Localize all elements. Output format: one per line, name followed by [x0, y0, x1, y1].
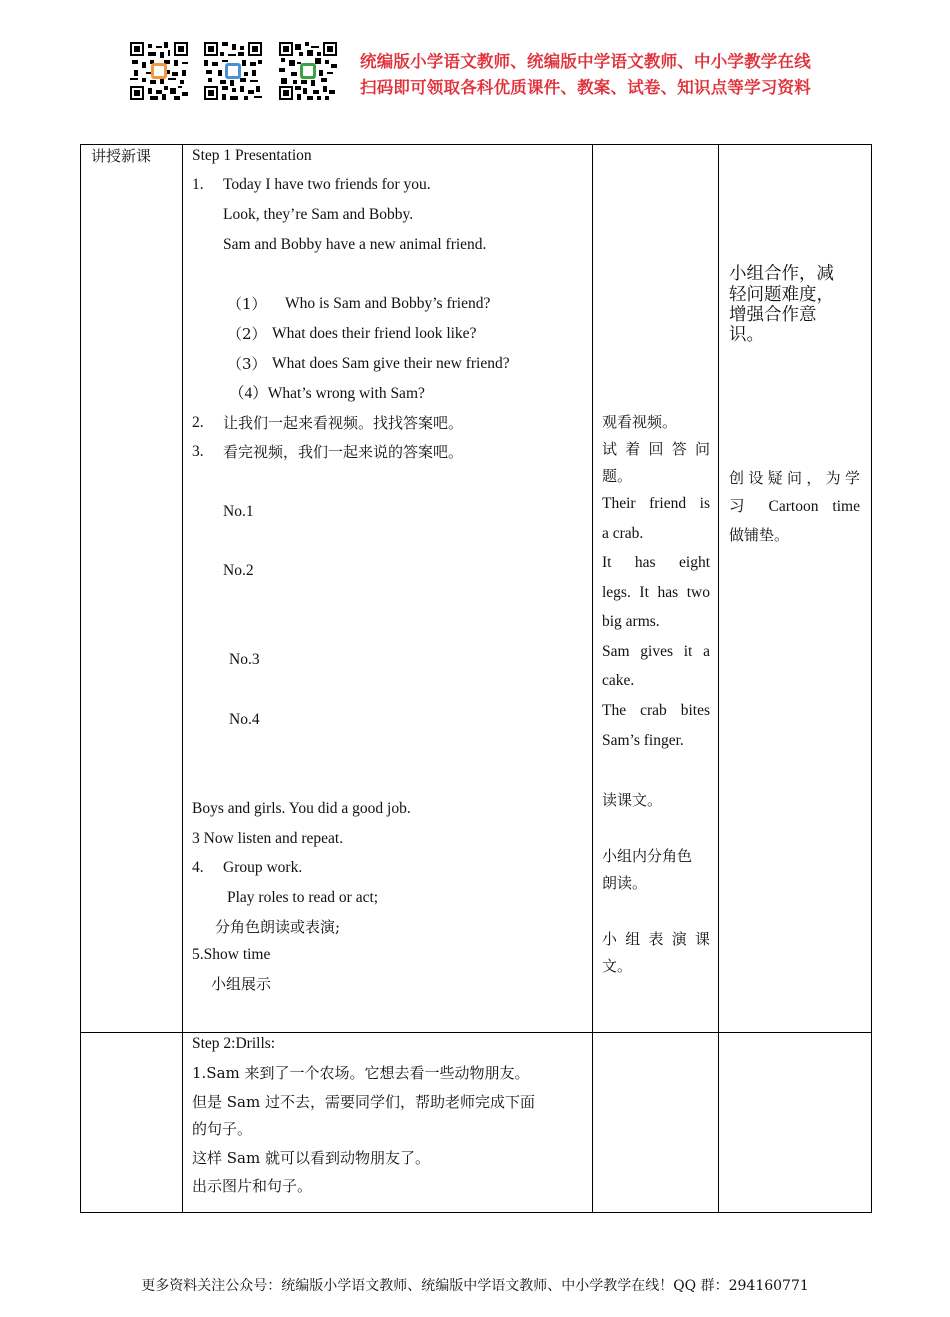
page-footer: 更多资料关注公众号：统编版小学语文教师、统编版中学语文教师、中小学教学在线！QQ 群：294160771 — [141, 1278, 809, 1294]
answer-label: No.1 — [223, 503, 254, 520]
student-line: a crab. — [602, 525, 644, 542]
student-line: 文。 — [602, 957, 633, 975]
answer-label: No.2 — [223, 562, 254, 579]
question-text: （4）What’s wrong with Sam? — [229, 385, 425, 402]
student-activity-cell — [593, 1033, 719, 1213]
student-line: 朗读。 — [602, 874, 648, 892]
content-line: 1.Sam 来到了一个农场。它想去看一些动物朋友。 — [192, 1064, 530, 1082]
purpose-line: 增强合作意 — [729, 305, 817, 325]
student-line: 小组内分角色 — [602, 847, 693, 865]
qr-code-icon — [279, 42, 337, 100]
student-line: Their friend is — [602, 495, 710, 512]
purpose-line: 轻问题难度， — [729, 285, 834, 305]
table-row — [81, 1033, 872, 1213]
question-number: （1） — [227, 295, 267, 313]
content-line: Group work. — [223, 859, 303, 876]
content-line: Play roles to read or act; — [227, 889, 379, 906]
student-line: big arms. — [602, 613, 660, 630]
answer-label: No.4 — [229, 711, 260, 728]
design-purpose-cell — [719, 1033, 872, 1213]
purpose-line: 小组合作，减 — [729, 264, 834, 284]
content-line: Look, they’re Sam and Bobby. — [223, 206, 414, 223]
table-row — [81, 145, 872, 1033]
question-number: （2） — [227, 325, 267, 343]
student-line: 读课文。 — [602, 791, 663, 809]
teaching-content-cell — [183, 1033, 593, 1213]
purpose-line: 习 Cartoon time — [729, 498, 860, 515]
list-number: 2. — [192, 414, 204, 431]
student-line: cake. — [602, 672, 635, 689]
qr-code-icon-3[interactable] — [279, 42, 337, 100]
content-line: 但是 Sam 过不去，需要同学们，帮助老师完成下面 — [192, 1093, 535, 1111]
content-line: 这样 Sam 就可以看到动物朋友了。 — [192, 1149, 430, 1167]
content-line: 小组展示 — [211, 975, 272, 993]
qr-code-icon-1[interactable] — [130, 42, 188, 100]
stage-label-cell — [81, 145, 183, 1033]
content-line: Sam and Bobby have a new animal friend. — [223, 236, 487, 253]
content-line: 3 Now listen and repeat. — [192, 830, 344, 847]
teaching-content-cell — [183, 145, 593, 1033]
content-line: Today I have two friends for you. — [223, 176, 431, 193]
student-line: 小组表演课 — [602, 930, 710, 948]
student-line: 观看视频。 — [602, 413, 678, 431]
list-number: 3. — [192, 443, 204, 460]
question-text: What does their friend look like? — [272, 325, 477, 342]
question-text: What does Sam give their new friend? — [272, 355, 510, 372]
student-line: It has eight — [602, 554, 710, 571]
student-line: Sam gives it a — [602, 643, 710, 660]
lesson-plan-table — [80, 144, 872, 1213]
answer-label: No.3 — [229, 651, 260, 668]
stage-label-cell — [81, 1033, 183, 1213]
promo-line-2: 扫码即可领取各科优质课件、教案、试卷、知识点等学习资料 — [360, 78, 811, 97]
qr-code-icon — [204, 42, 262, 100]
qr-code-icon-2[interactable] — [204, 42, 262, 100]
content-line: 的句子。 — [192, 1120, 253, 1138]
content-line: 出示图片和句子。 — [192, 1177, 313, 1195]
content-line: 看完视频，我们一起来说的答案吧。 — [223, 443, 464, 461]
content-line: Boys and girls. You did a good job. — [192, 800, 411, 817]
content-line: 让我们一起来看视频。找找答案吧。 — [223, 414, 464, 432]
content-line: 5.Show time — [192, 946, 271, 963]
content-line: 分角色朗读或表演; — [215, 918, 341, 936]
promo-line-1: 统编版小学语文教师、统编版中学语文教师、中小学教学在线 — [360, 52, 811, 71]
list-number: 1. — [192, 176, 204, 193]
purpose-line: 做铺垫。 — [729, 526, 790, 544]
student-line: 试着回答问 — [602, 440, 710, 458]
student-line: Sam’s finger. — [602, 732, 684, 749]
student-line: 题。 — [602, 467, 633, 485]
student-line: The crab bites — [602, 702, 710, 719]
step-title: Step 2:Drills: — [192, 1035, 276, 1052]
question-number: （3） — [227, 355, 267, 373]
design-purpose-cell — [719, 145, 872, 1033]
step-title: Step 1 Presentation — [192, 147, 312, 164]
student-activity-cell — [593, 145, 719, 1033]
page-header — [0, 0, 950, 120]
purpose-line: 识。 — [729, 325, 764, 345]
stage-label: 讲授新课 — [91, 147, 152, 165]
question-text: Who is Sam and Bobby’s friend? — [285, 295, 491, 312]
list-number: 4. — [192, 859, 204, 876]
student-line: legs. It has two — [602, 584, 710, 601]
purpose-line: 创设疑问，为学 — [729, 469, 860, 487]
qr-code-icon — [130, 42, 188, 100]
